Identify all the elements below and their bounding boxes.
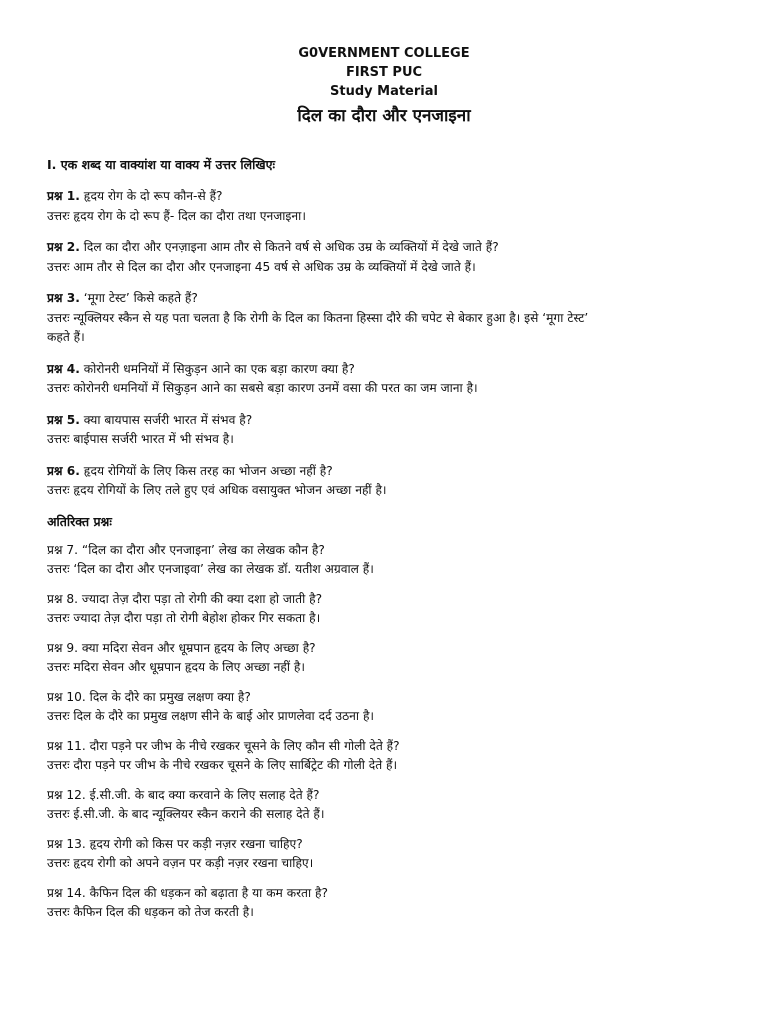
answer: उत्तरः न्यूक्लियर स्कैन से यह पता चलता है कि रोगी के दिल का कितना हिस्सा दौरे की चपेट से बेकार हुआ है। इसे ‘मूगा टेस्ट’ bbox=[47, 310, 589, 325]
qa-item bbox=[47, 360, 737, 399]
question-number: प्रश्न 4. bbox=[47, 361, 80, 376]
question bbox=[47, 360, 737, 380]
qa-item bbox=[47, 786, 737, 825]
qa-item bbox=[47, 462, 737, 501]
qa-item bbox=[47, 835, 737, 874]
question: प्रश्न 9. क्या मदिरा सेवन और धूम्रपान हृदय के लिए अच्छा है? bbox=[47, 640, 316, 655]
question: प्रश्न 8. ज्यादा तेज़ दौरा पड़ा तो रोगी की क्या दशा हो जाती है? bbox=[47, 591, 323, 606]
qa-list-extra bbox=[47, 541, 737, 923]
qa-item bbox=[47, 688, 737, 727]
section-heading-one-word: I. एक शब्द या वाक्यांश या वाक्य में उत्तर लिखिएः bbox=[47, 157, 276, 172]
answer: उत्तरः कोरोनरी धमनियों में सिकुड़न आने का सबसे बड़ा कारण उनमें वसा की परत का जम जाना है। bbox=[47, 381, 478, 395]
qa-item bbox=[47, 411, 737, 450]
answer: उत्तरः ज्यादा तेज़ दौरा पड़ा तो रोगी बेहोश होकर गिर सकता है। bbox=[47, 611, 321, 625]
document-header bbox=[0, 44, 768, 129]
qa-item bbox=[47, 187, 737, 226]
course-name: FIRST PUC bbox=[345, 65, 423, 80]
qa-item bbox=[47, 289, 737, 348]
question: प्रश्न 13. हृदय रोगी को किस पर कड़ी नज़र रखना चाहिए? bbox=[47, 836, 303, 851]
question-text: क्या बायपास सर्जरी भारत में संभव है? bbox=[79, 412, 253, 427]
question bbox=[47, 462, 737, 482]
question-number: प्रश्न 6. bbox=[47, 463, 80, 478]
question-number: प्रश्न 5. bbox=[47, 412, 80, 427]
question: प्रश्न 14. कैफिन दिल की धड़कन को बढ़ाता है या कम करता है? bbox=[47, 885, 328, 900]
question bbox=[47, 187, 737, 207]
qa-item bbox=[47, 737, 737, 776]
question bbox=[47, 238, 737, 258]
question-number: प्रश्न 3. bbox=[47, 291, 80, 305]
answer: उत्तरः बाईपास सर्जरी भारत में भी संभव है। bbox=[47, 432, 234, 446]
qa-item bbox=[47, 639, 737, 678]
question: प्रश्न 12. ई.सी.जी. के बाद क्या करवाने के लिए सलाह देते हैं? bbox=[47, 787, 320, 802]
question-number: प्रश्न 2. bbox=[47, 240, 80, 254]
answer: उत्तरः दिल के दौरे का प्रमुख लक्षण सीने के बाई ओर प्राणलेवा दर्द उठना है। bbox=[47, 709, 375, 723]
qa-item bbox=[47, 541, 737, 580]
answer: उत्तरः दौरा पड़ने पर जीभ के नीचे रखकर चूसने के लिए सार्बिट्रेट की गोली देते हैं। bbox=[47, 758, 398, 772]
question bbox=[47, 411, 737, 431]
answer: उत्तरः कैफिन दिल की धड़कन को तेज करती है। bbox=[47, 905, 254, 919]
document-body bbox=[47, 156, 737, 933]
question-text: हृदय रोगियों के लिए किस तरह का भोजन अच्छा नहीं है? bbox=[79, 463, 333, 478]
answer: उत्तरः हृदय रोगी को अपने वज़न पर कड़ी नज़र रखना चाहिए। bbox=[47, 856, 314, 870]
question: प्रश्न 10. दिल के दौरे का प्रमुख लक्षण क्या है? bbox=[47, 689, 251, 704]
answer: उत्तरः आम तौर से दिल का दौरा और एनजाइना 45 वर्ष से अधिक उम्र के व्यक्तियों में देखे जाते हैं। bbox=[47, 259, 476, 274]
question bbox=[47, 289, 737, 309]
qa-item bbox=[47, 590, 737, 629]
section-heading-extra-questions: अतिरिक्त प्रश्नः bbox=[47, 513, 112, 529]
answer: उत्तरः ई.सी.जी. के बाद न्यूक्लियर स्कैन कराने की सलाह देते हैं। bbox=[47, 807, 325, 821]
question-text: ‘मूगा टेस्ट’ किसे कहते हैं? bbox=[79, 291, 198, 305]
question-text: हृदय रोग के दो रूप कौन-से हैं? bbox=[79, 189, 223, 203]
answer: उत्तरः हृदय रोगियों के लिए तले हुए एवं अधिक वसायुक्त भोजन अच्छा नहीं है। bbox=[47, 483, 387, 497]
question-number: प्रश्न 1. bbox=[47, 189, 80, 203]
qa-item bbox=[47, 884, 737, 923]
answer: उत्तरः ‘दिल का दौरा और एनजाइवा’ लेख का लेखक डॉ. यतीश अग्रवाल हैं। bbox=[47, 562, 374, 576]
question: प्रश्न 11. दौरा पड़ने पर जीभ के नीचे रखकर चूसने के लिए कौन सी गोली देते हैं? bbox=[47, 738, 400, 753]
answer: उत्तरः हृदय रोग के दो रूप हैं- दिल का दौरा तथा एनजाइना। bbox=[47, 208, 306, 223]
college-name: G0VERNMENT COLLEGE bbox=[298, 46, 470, 61]
question: प्रश्न 7. “दिल का दौरा और एनजाइना’ लेख का लेखक कौन है? bbox=[47, 542, 325, 557]
qa-item bbox=[47, 238, 737, 277]
answer-continuation: कहते हैं। bbox=[47, 330, 85, 344]
document-title: दिल का दौरा और एनजाइना bbox=[297, 106, 471, 126]
answer: उत्तरः मदिरा सेवन और धूम्रपान हृदय के लिए अच्छा नहीं है। bbox=[47, 660, 305, 674]
material-label: Study Material bbox=[330, 84, 438, 99]
question-text: दिल का दौरा और एनज़ाइना आम तौर से कितने वर्ष से अधिक उम्र के व्यक्तियों में देखे जाते हैं? bbox=[79, 240, 499, 254]
qa-list-main bbox=[47, 187, 737, 501]
question-text: कोरोनरी धमनियों में सिकुड़न आने का एक बड़ा कारण क्या है? bbox=[79, 361, 355, 376]
